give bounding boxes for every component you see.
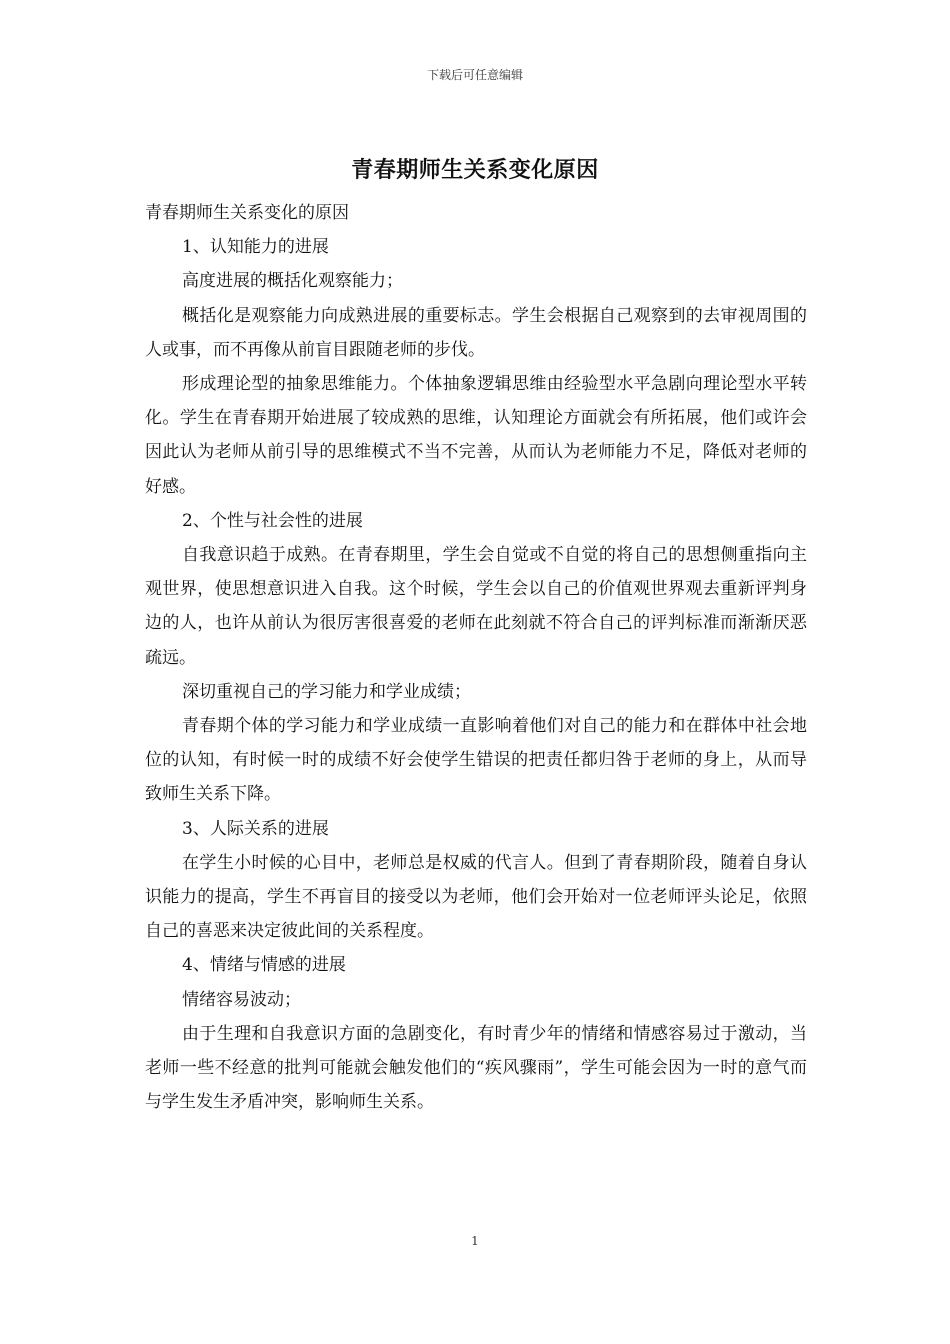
paragraph: 自我意识趋于成熟。在青春期里，学生会自觉或不自觉的将自己的思想侧重指向主观世界，使思想意识进入自我。这个时候，学生会以自己的价值观世界观去重新评判身边的人，也许从前认为很厉害很喜爱的老师在此刻就不符合自己的评判标准而渐渐厌恶疏远。 xyxy=(145,545,807,668)
paragraph: 2、个性与社会性的进展 xyxy=(182,510,363,531)
paragraph: 1、认知能力的进展 xyxy=(182,237,329,258)
paragraph: 形成理论型的抽象思维能力。个体抽象逻辑思维由经验型水平急剧向理论型水平转化。学生在青春期开始进展了较成熟的思维，认知理论方面就会有所拓展，他们或许会因此认为老师从前引导的思维模式不当不完善，从而认为老师能力不足，降低对老师的好感。 xyxy=(145,374,807,497)
paragraph: 3、人际关系的进展 xyxy=(182,818,329,839)
paragraph: 青春期师生关系变化的原因 xyxy=(145,203,349,223)
document-title: 青春期师生关系变化原因 xyxy=(351,158,599,183)
document-body xyxy=(145,196,807,1119)
paragraph: 高度进展的概括化观察能力； xyxy=(182,271,403,292)
paragraph: 由于生理和自我意识方面的急剧变化，有时青少年的情绪和情感容易过于激动，当老师一些不经意的批判可能就会触发他们的“疾风骤雨”，学生可能会因为一时的意气而与学生发生矛盾冲突，影响师生关系。 xyxy=(145,1023,807,1113)
paragraph: 深切重视自己的学习能力和学业成绩； xyxy=(182,681,471,702)
paragraph: 4、情绪与情感的进展 xyxy=(182,955,346,976)
page-number: 1 xyxy=(471,1234,479,1248)
paragraph: 青春期个体的学习能力和学业成绩一直影响着他们对自己的能力和在群体中社会地位的认知，有时候一时的成绩不好会使学生错误的把责任都归咎于老师的身上，从而导致师生关系下降。 xyxy=(145,716,807,805)
paragraph: 情绪容易波动； xyxy=(182,989,301,1010)
paragraph: 在学生小时候的心目中，老师总是权威的代言人。但到了青春期阶段，随着自身认识能力的提高，学生不再盲目的接受以为老师，他们会开始对一位老师评头论足，依照自己的喜恶来决定彼此间的关系程度。 xyxy=(145,852,807,942)
paragraph: 概括化是观察能力向成熟进展的重要标志。学生会根据自己观察到的去审视周围的人或事，而不再像从前盲目跟随老师的步伐。 xyxy=(145,305,807,360)
header-note: 下载后可任意编辑 xyxy=(426,68,523,82)
